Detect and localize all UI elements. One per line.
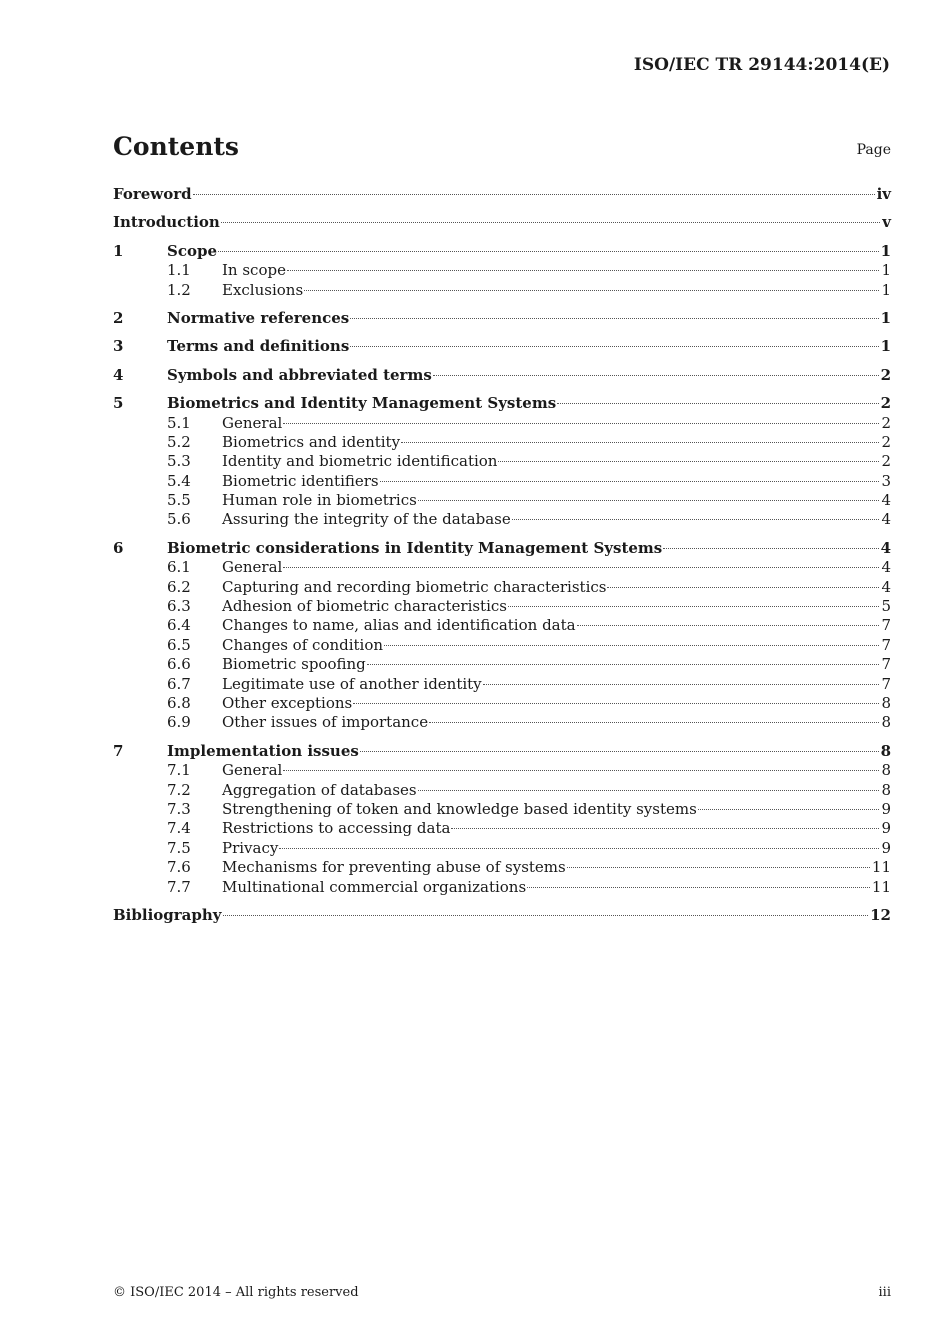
toc-entry-title: Biometric spoofing bbox=[222, 655, 366, 674]
toc-entry-title: Biometrics and Identity Management Systems bbox=[167, 394, 557, 413]
toc-entry-page: 8 bbox=[880, 741, 891, 760]
toc-entry-page: 7 bbox=[881, 674, 891, 693]
toc-entry-page: 4 bbox=[881, 558, 891, 577]
toc-entry-number: 4 bbox=[113, 365, 124, 384]
toc-entry-number: 1 bbox=[113, 241, 124, 260]
toc-entry-page: v bbox=[882, 213, 891, 232]
toc-entry-page: 4 bbox=[881, 577, 891, 596]
toc-entry-page: 7 bbox=[881, 635, 891, 654]
dot-leader bbox=[360, 751, 879, 752]
dot-leader bbox=[508, 606, 879, 607]
toc-section-entry[interactable] bbox=[113, 185, 891, 204]
toc-entry-number: 3 bbox=[113, 337, 124, 356]
toc-entry-page: 2 bbox=[880, 365, 891, 384]
toc-entry-number: 6.5 bbox=[167, 635, 191, 654]
toc-entry-number: 7.7 bbox=[167, 877, 191, 896]
dot-leader bbox=[367, 664, 880, 665]
toc-entry-title: General bbox=[222, 761, 283, 780]
toc-entry-page: 1 bbox=[880, 241, 891, 260]
dot-leader bbox=[350, 318, 878, 319]
dot-leader bbox=[429, 722, 879, 723]
toc-subsection-entry[interactable] bbox=[113, 858, 891, 877]
dot-leader bbox=[279, 848, 879, 849]
toc-entry-title: In scope bbox=[222, 261, 286, 280]
toc-entry-title: Human role in biometrics bbox=[222, 491, 417, 510]
toc-entry-page: 9 bbox=[881, 799, 891, 818]
toc-entry-page: 9 bbox=[881, 819, 891, 838]
toc-subsection-entry[interactable] bbox=[113, 694, 891, 713]
toc-entry-number: 5.4 bbox=[167, 471, 191, 490]
toc-section-entry[interactable] bbox=[113, 242, 891, 261]
toc-entry-title: Normative references bbox=[167, 308, 350, 327]
toc-entry-number: 5.5 bbox=[167, 491, 191, 510]
toc-entry-title: Assuring the integrity of the database bbox=[222, 510, 511, 529]
copyright-notice: © ISO/IEC 2014 – All rights reserved bbox=[113, 1285, 359, 1300]
toc-subsection-entry[interactable] bbox=[113, 878, 891, 897]
toc-entry-number: 7.4 bbox=[167, 819, 191, 838]
toc-entry-page: 8 bbox=[881, 761, 891, 780]
toc-entry-title: General bbox=[222, 558, 283, 577]
toc-subsection-entry[interactable] bbox=[113, 558, 891, 577]
toc-entry-title: Exclusions bbox=[222, 280, 304, 299]
table-of-contents bbox=[113, 185, 891, 925]
toc-subsection-entry[interactable] bbox=[113, 472, 891, 491]
toc-entry-number: 5.2 bbox=[167, 432, 191, 451]
toc-entry-title: Bibliography bbox=[113, 905, 222, 924]
toc-subsection-entry[interactable] bbox=[113, 491, 891, 510]
toc-subsection-entry[interactable] bbox=[113, 510, 891, 529]
toc-entry-title: Capturing and recording biometric characteristics bbox=[222, 577, 607, 596]
toc-entry-number: 7.6 bbox=[167, 858, 191, 877]
toc-entry-page: 4 bbox=[881, 491, 891, 510]
toc-entry-number: 6.9 bbox=[167, 713, 191, 732]
toc-entry-page: 7 bbox=[881, 655, 891, 674]
dot-leader bbox=[218, 251, 879, 252]
toc-entry-page: 2 bbox=[881, 413, 891, 432]
toc-subsection-entry[interactable] bbox=[113, 800, 891, 819]
toc-entry-page: 1 bbox=[880, 337, 891, 356]
toc-subsection-entry[interactable] bbox=[113, 578, 891, 597]
toc-entry-number: 7 bbox=[113, 741, 124, 760]
toc-entry-page: 5 bbox=[881, 597, 891, 616]
toc-entry-title: Biometric considerations in Identity Management Systems bbox=[167, 538, 663, 557]
toc-entry-title: Strengthening of token and knowledge based identity systems bbox=[222, 799, 697, 818]
toc-subsection-entry[interactable] bbox=[113, 414, 891, 433]
dot-leader bbox=[607, 587, 879, 588]
toc-entry-number: 7.3 bbox=[167, 799, 191, 818]
dot-leader bbox=[287, 270, 879, 271]
toc-entry-title: Introduction bbox=[113, 213, 220, 232]
dot-leader bbox=[304, 290, 879, 291]
toc-entry-page: 9 bbox=[881, 838, 891, 857]
toc-entry-page: 3 bbox=[881, 471, 891, 490]
toc-entry-page: 2 bbox=[880, 394, 891, 413]
dot-leader bbox=[418, 790, 880, 791]
toc-entry-number: 2 bbox=[113, 308, 124, 327]
toc-entry-title: General bbox=[222, 413, 283, 432]
dot-leader bbox=[527, 887, 870, 888]
dot-leader bbox=[283, 567, 879, 568]
toc-entry-title: Foreword bbox=[113, 185, 192, 203]
toc-subsection-entry[interactable] bbox=[113, 452, 891, 471]
toc-entry-title: Mechanisms for preventing abuse of systems bbox=[222, 858, 566, 877]
page-title: Contents bbox=[113, 132, 240, 161]
toc-entry-page: 8 bbox=[881, 713, 891, 732]
toc-entry-number: 6.2 bbox=[167, 577, 191, 596]
dot-leader bbox=[223, 915, 869, 916]
toc-entry-title: Terms and definitions bbox=[167, 337, 350, 356]
toc-entry-number: 5.6 bbox=[167, 510, 191, 529]
toc-section-entry[interactable] bbox=[113, 337, 891, 356]
toc-subsection-entry[interactable] bbox=[113, 839, 891, 858]
toc-entry-number: 7.1 bbox=[167, 761, 191, 780]
toc-entry-number: 5 bbox=[113, 394, 124, 413]
toc-entry-page: 7 bbox=[881, 616, 891, 635]
dot-leader bbox=[353, 703, 879, 704]
toc-entry-page: 11 bbox=[871, 858, 891, 877]
toc-entry-title: Adhesion of biometric characteristics bbox=[222, 597, 507, 616]
dot-leader bbox=[451, 828, 879, 829]
toc-entry-number: 1.2 bbox=[167, 280, 191, 299]
toc-entry-page: 8 bbox=[881, 693, 891, 712]
toc-entry-number: 6 bbox=[113, 538, 124, 557]
toc-entry-page: 11 bbox=[871, 877, 891, 896]
dot-leader bbox=[221, 222, 880, 223]
toc-entry-number: 7.2 bbox=[167, 780, 191, 799]
page-column-label: Page bbox=[856, 142, 891, 158]
toc-subsection-entry[interactable] bbox=[113, 281, 891, 300]
dot-leader bbox=[433, 375, 879, 376]
toc-section-entry[interactable] bbox=[113, 394, 891, 413]
dot-leader bbox=[698, 809, 880, 810]
toc-subsection-entry[interactable] bbox=[113, 713, 891, 732]
toc-entry-title: Multinational commercial organizations bbox=[222, 877, 527, 896]
toc-section-entry[interactable] bbox=[113, 742, 891, 761]
toc-entry-number: 6.4 bbox=[167, 616, 191, 635]
toc-entry-title: Biometrics and identity bbox=[222, 432, 401, 451]
toc-entry-title: Aggregation of databases bbox=[222, 780, 417, 799]
toc-subsection-entry[interactable] bbox=[113, 675, 891, 694]
toc-entry-number: 6.1 bbox=[167, 558, 191, 577]
toc-entry-page: 1 bbox=[881, 280, 891, 299]
dot-leader bbox=[663, 548, 878, 549]
dot-leader bbox=[193, 194, 875, 195]
toc-subsection-entry[interactable] bbox=[113, 819, 891, 838]
toc-entry-page: iv bbox=[876, 185, 891, 203]
toc-entry-title: Other exceptions bbox=[222, 693, 353, 712]
standard-identifier: ISO/IEC TR 29144:2014(E) bbox=[633, 55, 890, 75]
toc-entry-number: 6.7 bbox=[167, 674, 191, 693]
toc-entry-number: 5.1 bbox=[167, 413, 191, 432]
dot-leader bbox=[283, 770, 879, 771]
dot-leader bbox=[498, 461, 879, 462]
page-number: iii bbox=[878, 1285, 891, 1300]
toc-entry-page: 4 bbox=[881, 510, 891, 529]
toc-entry-number: 6.3 bbox=[167, 597, 191, 616]
toc-entry-number: 6.8 bbox=[167, 693, 191, 712]
dot-leader bbox=[283, 423, 879, 424]
toc-entry-number: 6.6 bbox=[167, 655, 191, 674]
toc-entry-title: Scope bbox=[167, 241, 218, 260]
dot-leader bbox=[401, 442, 879, 443]
toc-entry-title: Privacy bbox=[222, 838, 279, 857]
toc-entry-title: Implementation issues bbox=[167, 741, 359, 760]
toc-entry-title: Symbols and abbreviated terms bbox=[167, 365, 432, 384]
toc-entry-title: Legitimate use of another identity bbox=[222, 674, 482, 693]
toc-subsection-entry[interactable] bbox=[113, 433, 891, 452]
toc-entry-number: 7.5 bbox=[167, 838, 191, 857]
toc-entry-page: 8 bbox=[881, 780, 891, 799]
dot-leader bbox=[512, 519, 880, 520]
toc-entry-page: 12 bbox=[870, 905, 891, 924]
toc-subsection-entry[interactable] bbox=[113, 616, 891, 635]
dot-leader bbox=[384, 645, 879, 646]
toc-entry-number: 5.3 bbox=[167, 452, 191, 471]
toc-section-entry[interactable] bbox=[113, 213, 891, 232]
toc-entry-title: Changes to name, alias and identification data bbox=[222, 616, 576, 635]
toc-entry-title: Identity and biometric identification bbox=[222, 452, 498, 471]
dot-leader bbox=[557, 403, 878, 404]
dot-leader bbox=[380, 481, 880, 482]
toc-entry-title: Other issues of importance bbox=[222, 713, 429, 732]
dot-leader bbox=[577, 625, 880, 626]
toc-entry-title: Biometric identifiers bbox=[222, 471, 379, 490]
toc-entry-page: 2 bbox=[881, 432, 891, 451]
dot-leader bbox=[350, 346, 878, 347]
dot-leader bbox=[567, 867, 870, 868]
toc-entry-page: 1 bbox=[881, 261, 891, 280]
toc-section-entry[interactable] bbox=[113, 366, 891, 385]
toc-entry-number: 1.1 bbox=[167, 261, 191, 280]
toc-entry-title: Restrictions to accessing data bbox=[222, 819, 451, 838]
toc-subsection-entry[interactable] bbox=[113, 655, 891, 674]
toc-section-entry[interactable] bbox=[113, 539, 891, 558]
toc-subsection-entry[interactable] bbox=[113, 761, 891, 780]
toc-subsection-entry[interactable] bbox=[113, 261, 891, 280]
toc-subsection-entry[interactable] bbox=[113, 781, 891, 800]
toc-entry-page: 4 bbox=[880, 538, 891, 557]
toc-entry-page: 1 bbox=[880, 308, 891, 327]
toc-section-entry[interactable] bbox=[113, 309, 891, 328]
toc-subsection-entry[interactable] bbox=[113, 597, 891, 616]
dot-leader bbox=[418, 500, 880, 501]
toc-section-entry[interactable] bbox=[113, 906, 891, 925]
dot-leader bbox=[483, 684, 880, 685]
toc-entry-title: Changes of condition bbox=[222, 635, 384, 654]
toc-subsection-entry[interactable] bbox=[113, 636, 891, 655]
toc-entry-page: 2 bbox=[881, 452, 891, 471]
